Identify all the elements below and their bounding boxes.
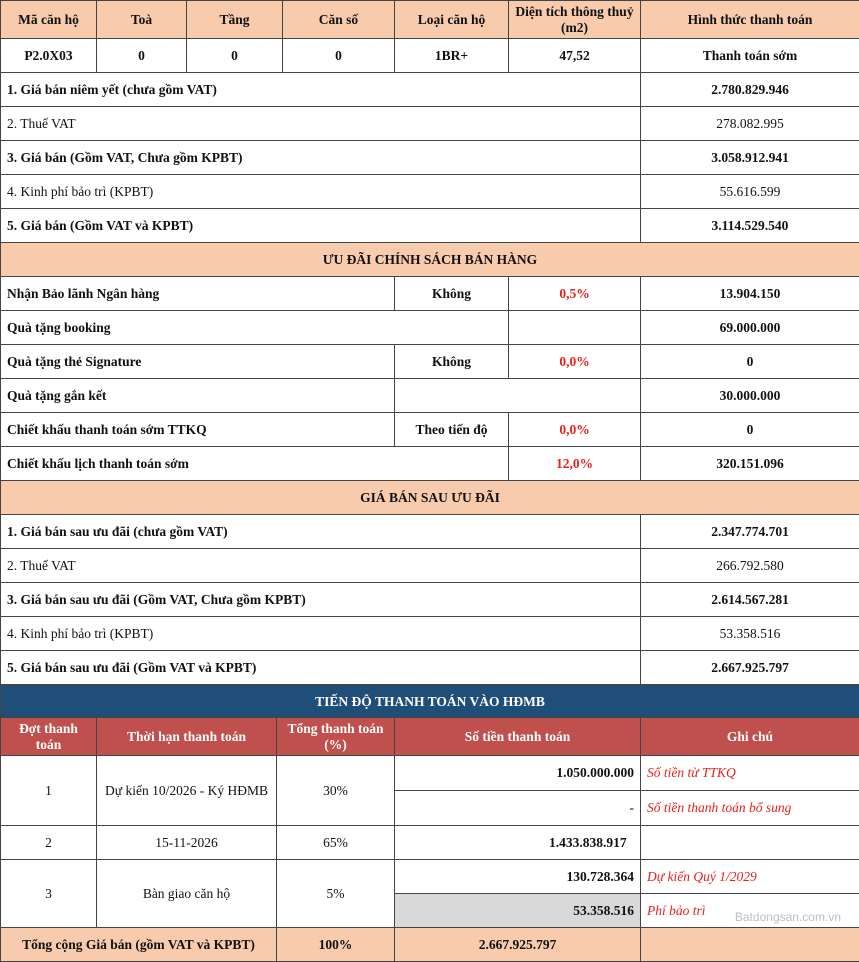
after-row	[1, 651, 859, 685]
pricing-label: 5. Giá bán (Gồm VAT và KPBT)	[1, 209, 641, 243]
pricing-label: 3. Giá bán (Gồm VAT, Chưa gồm KPBT)	[1, 141, 641, 175]
col-header-tower: Toà	[97, 1, 187, 39]
pricing-row	[1, 209, 859, 243]
schedule-percent: 65%	[277, 826, 395, 860]
incentive-label: Chiết khấu lịch thanh toán sớm	[1, 447, 509, 481]
schedule-amount: 53.358.516	[395, 894, 641, 928]
watermark-logo: Batdongsan.com.vn	[735, 910, 841, 924]
pricing-value: 3.058.912.941	[641, 141, 859, 175]
col-header-floor: Tầng	[187, 1, 283, 39]
header-values-row	[1, 39, 859, 73]
after-value: 2.614.567.281	[641, 583, 859, 617]
schedule-row	[1, 826, 859, 860]
after-row	[1, 549, 859, 583]
pricing-row	[1, 141, 859, 175]
after-label: 5. Giá bán sau ưu đãi (Gồm VAT và KPBT)	[1, 651, 641, 685]
after-row	[1, 617, 859, 651]
pricing-label: 2. Thuế VAT	[1, 107, 641, 141]
incentive-value: 0	[641, 345, 859, 379]
pricing-value: 2.780.829.946	[641, 73, 859, 107]
after-label: 4. Kinh phí bảo trì (KPBT)	[1, 617, 641, 651]
incentive-value: 320.151.096	[641, 447, 859, 481]
area: 47,52	[509, 39, 641, 73]
header-row	[1, 1, 859, 39]
schedule-note: Phí bảo trì	[641, 894, 859, 928]
schedule-total-row	[1, 928, 859, 962]
after-label: 3. Giá bán sau ưu đãi (Gồm VAT, Chưa gồm KPBT)	[1, 583, 641, 617]
schedule-row	[1, 756, 859, 791]
incentive-row	[1, 447, 859, 481]
schedule-note: Số tiền từ TTKQ	[641, 756, 859, 791]
schedule-note: Dự kiến Quý 1/2029	[641, 860, 859, 894]
incentive-row	[1, 379, 859, 413]
schedule-amount: 130.728.364	[395, 860, 641, 894]
schedule-table	[0, 685, 859, 962]
incentive-label: Nhận Bảo lãnh Ngân hàng	[1, 277, 395, 311]
pricing-value: 55.616.599	[641, 175, 859, 209]
schedule-col-stage: Đợt thanh toán	[1, 718, 97, 756]
incentives-title: ƯU ĐÃI CHÍNH SÁCH BÁN HÀNG	[1, 243, 859, 277]
incentive-rate: 12,0%	[509, 447, 641, 481]
schedule-deadline: 15-11-2026	[97, 826, 277, 860]
after-label: 2. Thuế VAT	[1, 549, 641, 583]
incentive-row	[1, 277, 859, 311]
schedule-amount: 1.050.000.000	[395, 756, 641, 791]
incentive-value: 0	[641, 413, 859, 447]
incentives-title-row	[1, 243, 859, 277]
schedule-row	[1, 860, 859, 894]
incentive-option: Theo tiến độ	[395, 413, 509, 447]
schedule-stage: 3	[1, 860, 97, 928]
schedule-col-deadline: Thời hạn thanh toán	[97, 718, 277, 756]
after-value: 53.358.516	[641, 617, 859, 651]
schedule-note: Số tiền thanh toán bổ sung	[641, 791, 859, 826]
schedule-percent: 5%	[277, 860, 395, 928]
after-row	[1, 515, 859, 549]
after-title: GIÁ BÁN SAU ƯU ĐÃI	[1, 481, 859, 515]
schedule-stage: 2	[1, 826, 97, 860]
incentive-value: 69.000.000	[641, 311, 859, 345]
schedule-percent: 30%	[277, 756, 395, 826]
payment-method: Thanh toán sớm	[641, 39, 859, 73]
incentive-value: 30.000.000	[641, 379, 859, 413]
schedule-title: TIẾN ĐỘ THANH TOÁN VÀO HĐMB	[1, 686, 859, 718]
unit-code: P2.0X03	[1, 39, 97, 73]
unit-no: 0	[283, 39, 395, 73]
schedule-note	[641, 826, 859, 860]
pricing-value: 3.114.529.540	[641, 209, 859, 243]
incentive-rate: 0,0%	[509, 345, 641, 379]
incentive-row	[1, 311, 859, 345]
col-header-unit-no: Căn số	[283, 1, 395, 39]
incentive-label: Chiết khấu thanh toán sớm TTKQ	[1, 413, 395, 447]
after-value: 2.667.925.797	[641, 651, 859, 685]
floor: 0	[187, 39, 283, 73]
schedule-title-row	[1, 686, 859, 718]
unit-type: 1BR+	[395, 39, 509, 73]
pricing-label: 4. Kinh phí bảo trì (KPBT)	[1, 175, 641, 209]
after-value: 2.347.774.701	[641, 515, 859, 549]
incentive-option: Không	[395, 277, 509, 311]
schedule-col-percent: Tổng thanh toán (%)	[277, 718, 395, 756]
after-value: 266.792.580	[641, 549, 859, 583]
total-label: Tổng cộng Giá bán (gồm VAT và KPBT)	[1, 928, 277, 962]
incentive-label: Quà tặng gắn kết	[1, 379, 395, 413]
incentive-value: 13.904.150	[641, 277, 859, 311]
schedule-col-amount: Số tiền thanh toán	[395, 718, 641, 756]
schedule-col-note: Ghi chú	[641, 718, 859, 756]
schedule-stage: 1	[1, 756, 97, 826]
incentive-empty	[395, 379, 641, 413]
pricing-row	[1, 107, 859, 141]
incentive-rate: 0,0%	[509, 413, 641, 447]
after-label: 1. Giá bán sau ưu đãi (chưa gồm VAT)	[1, 515, 641, 549]
incentive-rate: 0,5%	[509, 277, 641, 311]
total-percent: 100%	[277, 928, 395, 962]
incentive-label: Quà tặng booking	[1, 311, 509, 345]
schedule-amount: -	[395, 791, 641, 826]
pricing-value: 278.082.995	[641, 107, 859, 141]
pricing-row	[1, 175, 859, 209]
after-title-row	[1, 481, 859, 515]
pricing-row	[1, 73, 859, 107]
after-row	[1, 583, 859, 617]
incentive-label: Quà tặng thẻ Signature	[1, 345, 395, 379]
schedule-header-row	[1, 718, 859, 756]
schedule-amount: 1.433.838.917	[395, 826, 641, 860]
total-note	[641, 928, 859, 962]
schedule-deadline: Dự kiến 10/2026 - Ký HĐMB	[97, 756, 277, 826]
incentive-row	[1, 413, 859, 447]
incentive-rate	[509, 311, 641, 345]
col-header-unit-type: Loại căn hộ	[395, 1, 509, 39]
incentive-option: Không	[395, 345, 509, 379]
col-header-unit-code: Mã căn hộ	[1, 1, 97, 39]
total-value: 2.667.925.797	[395, 928, 641, 962]
col-header-payment-method: Hình thức thanh toán	[641, 1, 859, 39]
incentive-row	[1, 345, 859, 379]
schedule-deadline: Bàn giao căn hộ	[97, 860, 277, 928]
tower: 0	[97, 39, 187, 73]
col-header-area: Diện tích thông thuỷ (m2)	[509, 1, 641, 39]
pricing-label: 1. Giá bán niêm yết (chưa gồm VAT)	[1, 73, 641, 107]
